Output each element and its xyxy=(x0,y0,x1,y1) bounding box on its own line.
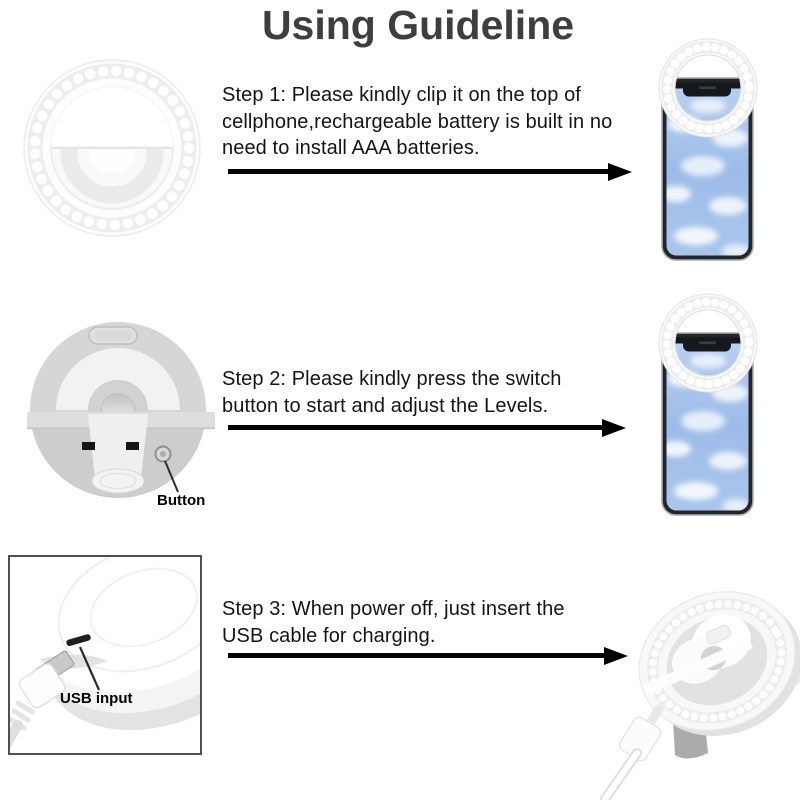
speaker-slit xyxy=(699,342,716,345)
right-arrow-icon xyxy=(228,646,628,665)
button-callout-label: Button xyxy=(157,492,206,509)
clip-seam-line xyxy=(51,147,173,149)
phone-with-ring-light-image xyxy=(648,291,766,521)
phone-with-ring-light-image xyxy=(648,36,766,266)
ring-light-charging-image xyxy=(595,573,800,800)
usb-cable xyxy=(10,725,18,749)
ring-light-front-image xyxy=(18,54,206,242)
ring-light-back-image xyxy=(26,318,216,518)
phone-notch xyxy=(683,338,731,352)
ring-light-edge xyxy=(10,557,200,753)
usb-input-photo xyxy=(8,555,202,755)
speaker-slit xyxy=(699,87,716,90)
step-3-text: Step 3: When power off, just insert the USB cable for charging. xyxy=(222,598,565,647)
phone-notch xyxy=(683,83,731,97)
right-arrow-icon xyxy=(228,418,626,437)
right-arrow-icon xyxy=(228,162,632,181)
step-2-text: Step 2: Please kindly press the switch button to start and adjust the Levels. xyxy=(222,368,562,417)
page-title: Using Guideline xyxy=(261,2,575,48)
step-1-text: Step 1: Please kindly clip it on the top of cellphone,rechargeable battery is built in no need to install AAA batteries. xyxy=(222,84,613,159)
usb-input-callout-label: USB input xyxy=(60,690,133,707)
